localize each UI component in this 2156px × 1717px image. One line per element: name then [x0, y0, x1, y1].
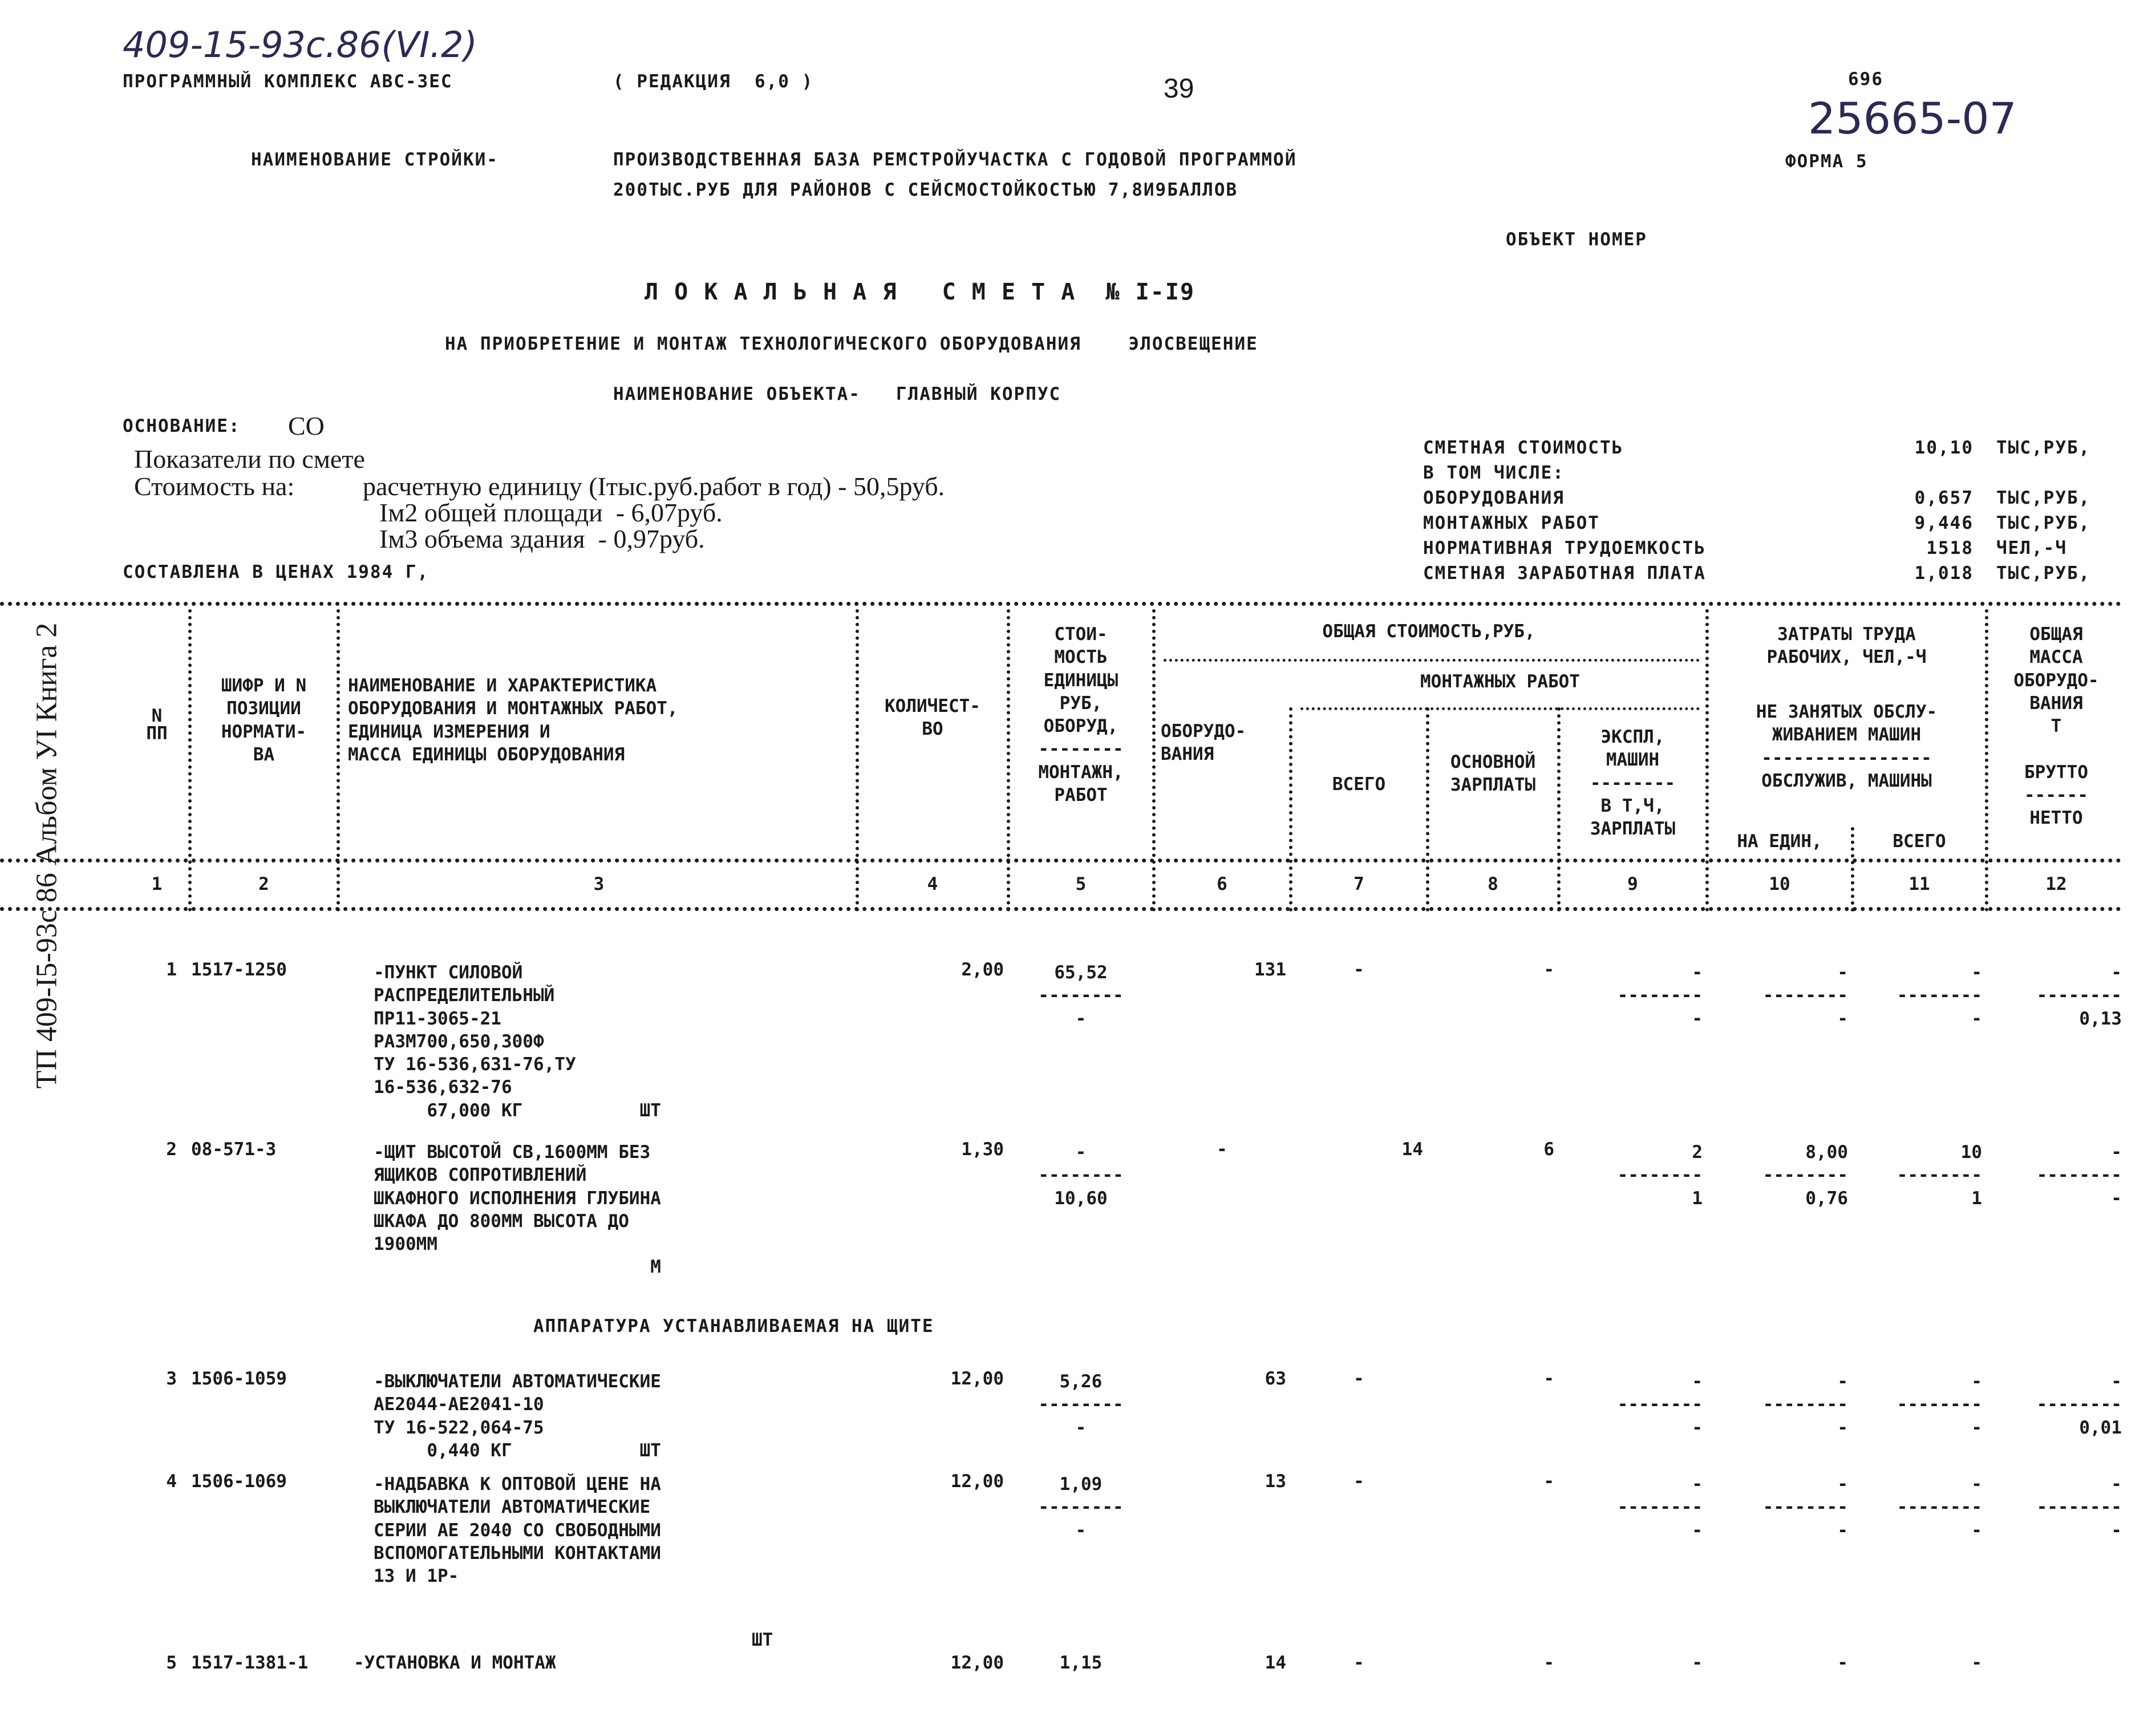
- row-mount-total: -: [1353, 1368, 1364, 1389]
- row-number: 3: [166, 1368, 177, 1389]
- row-number: 4: [166, 1471, 177, 1492]
- col-header-total: ВСЕГО: [1332, 774, 1386, 795]
- col-number: 9: [1627, 874, 1638, 894]
- row-equipment-cost: -: [1217, 1139, 1227, 1160]
- row-machines: -: [1692, 1653, 1703, 1673]
- margin-note: ТП 409-І5-93с 86 Альбом УІ Книга 2: [30, 622, 63, 1089]
- row-machines: - -------- -: [1617, 962, 1703, 1029]
- row-description: -ЩИТ ВЫСОТОЙ СВ,1600ММ БЕЗ ЯЩИКОВ СОПРОТИВЛЕНИЙ ШКАФНОГО ИСПОЛНЕНИЯ ГЛУБИНА ШКАФА ДО 800ММ ВЫСОТА ДО 1900ММ М: [374, 1142, 661, 1278]
- form-label: ФОРМА 5: [1785, 151, 1868, 172]
- summary-unit: ЧЕЛ,-Ч: [1996, 538, 2067, 558]
- row-number: 5: [166, 1653, 177, 1673]
- col-header-machines: ЭКСПЛ, МАШИН -------- В Т,Ч, ЗАРПЛАТЫ: [1590, 727, 1676, 840]
- row-mass: - -------- 0,01: [2036, 1371, 2122, 1438]
- row-description: -ПУНКТ СИЛОВОЙ РАСПРЕДЕЛИТЕЛЬНЫЙ ПР11-3065-21 РАЗМ700,650,300Ф ТУ 16-536,631-76,ТУ 16-536,632-76 67,000 КГ ШТ: [374, 962, 661, 1121]
- col-header-mass: ОБЩАЯ МАССА ОБОРУДО- ВАНИЯ Т БРУТТО ------ НЕТТО: [2013, 624, 2099, 829]
- row-labor-total: -: [1971, 1653, 1982, 1673]
- cost-per-unit: расчетную единицу (Iтыс.руб.работ в год) - 50,5руб.: [363, 472, 945, 501]
- row-unit-cost: 1,15: [1059, 1653, 1103, 1673]
- row-unit-cost: 65,52 -------- -: [1038, 962, 1124, 1029]
- col-number: 8: [1488, 874, 1498, 894]
- row-base-wage: -: [1543, 959, 1554, 980]
- row-mass: - -------- -: [2036, 1142, 2122, 1209]
- summary-label: СМЕТНАЯ СТОИМОСТЬ: [1423, 438, 1624, 458]
- basis-label: ОСНОВАНИЕ:: [123, 416, 241, 436]
- row-equipment-cost: 63: [1265, 1368, 1286, 1389]
- col-header-unit-cost: СТОИ- МОСТЬ ЕДИНИЦЫ РУБ, ОБОРУД, -------- МОНТАЖН, РАБОТ: [1038, 624, 1124, 806]
- row-mount-total: -: [1353, 959, 1364, 980]
- row-labor-total: - -------- -: [1896, 1474, 1982, 1541]
- summary-label: НОРМАТИВНАЯ ТРУДОЕМКОСТЬ: [1423, 538, 1706, 558]
- row-machines: - -------- -: [1617, 1474, 1703, 1541]
- indicators-title: Показатели по смете: [134, 444, 365, 473]
- col-header-description: НАИМЕНОВАНИЕ И ХАРАКТЕРИСТИКА ОБОРУДОВАНИЯ И МОНТАЖНЫХ РАБОТ, ЕДИНИЦА ИЗМЕРЕНИЯ И МАССА ЕДИНИЦЫ ОБОРУДОВАНИЯ: [348, 675, 678, 765]
- row-labor-unit: - -------- -: [1762, 1371, 1848, 1438]
- col-header-n: N ПП: [146, 706, 168, 744]
- cost-per-area: Iм2 общей площади - 6,07руб.: [379, 498, 723, 527]
- construction-label: НАИМЕНОВАНИЕ СТРОЙКИ-: [251, 149, 499, 170]
- col-number: 11: [1908, 874, 1930, 894]
- row-equipment-cost: 13: [1265, 1471, 1286, 1492]
- col-sep: [1985, 609, 1988, 912]
- col-sep: [337, 609, 340, 912]
- col-sep: [1426, 707, 1429, 912]
- row-description: -НАДБАВКА К ОПТОВОЙ ЦЕНЕ НА ВЫКЛЮЧАТЕЛИ АВТОМАТИЧЕСКИЕ СЕРИИ АЕ 2040 СО СВОБОДНЫМИ ВСПОМОГАТЕЛЬНЫМИ КОНТАКТАМИ 1З И 1Р-: [374, 1474, 661, 1587]
- col-sep: [1557, 707, 1561, 912]
- row-quantity: 12,00: [950, 1471, 1004, 1492]
- summary-label: ОБОРУДОВАНИЯ: [1423, 488, 1565, 508]
- col-sep: [188, 609, 192, 912]
- row-machines: 2 -------- 1: [1617, 1142, 1703, 1209]
- rule: [0, 907, 2122, 911]
- row-labor-total: - -------- -: [1896, 962, 1982, 1029]
- row-equipment-cost: 131: [1254, 959, 1286, 980]
- row-equipment-cost: 14: [1265, 1653, 1286, 1673]
- row-machines: - -------- -: [1617, 1371, 1703, 1438]
- summary-label: МОНТАЖНЫХ РАБОТ: [1423, 513, 1600, 533]
- col-header-code: ШИФР И N ПОЗИЦИИ НОРМАТИ- ВА: [221, 675, 307, 765]
- page-number: 39: [1164, 74, 1194, 104]
- summary-label: В ТОМ ЧИСЛЕ:: [1423, 463, 1565, 483]
- group-total-cost: ОБЩАЯ СТОИМОСТЬ,РУБ,: [1322, 621, 1535, 642]
- row-mass: - -------- 0,13: [2036, 962, 2122, 1029]
- prices-year: СОСТАВЛЕНА В ЦЕНАХ 1984 Г,: [123, 562, 429, 582]
- rule: [1300, 707, 1700, 710]
- col-sep: [1851, 827, 1854, 912]
- row-base-wage: -: [1543, 1471, 1554, 1492]
- col-number: 12: [2045, 874, 2067, 894]
- col-header-labor-total: ВСЕГО: [1892, 831, 1946, 852]
- row-quantity: 12,00: [950, 1368, 1004, 1389]
- summary-value: 10,10: [1914, 438, 1973, 458]
- summary-unit: ТЫС,РУБ,: [1996, 438, 2091, 458]
- row-quantity: 1,30: [961, 1139, 1004, 1160]
- object-number: ОБЪЕКТ НОМЕР: [1506, 229, 1647, 250]
- cost-label: Стоимость на:: [134, 472, 295, 501]
- basis-value: СО: [288, 411, 325, 440]
- row-number: 1: [166, 959, 177, 980]
- row-labor-unit: - -------- -: [1762, 962, 1848, 1029]
- row-labor-total: 10 -------- 1: [1896, 1142, 1982, 1209]
- row-base-wage: -: [1543, 1653, 1554, 1673]
- row-unit: ШТ: [752, 1630, 773, 1650]
- handwritten-code: 409-15-93с.86(VI.2): [123, 24, 477, 66]
- summary-unit: ТЫС,РУБ,: [1996, 513, 2091, 533]
- col-header-equipment: ОБОРУДО- ВАНИЯ: [1161, 721, 1246, 765]
- row-base-wage: 6: [1543, 1139, 1554, 1160]
- doc-title: Л О К А Л Ь Н А Я С М Е Т А № І-І9: [645, 279, 1195, 305]
- row-quantity: 12,00: [950, 1653, 1004, 1673]
- summary-value: 1,018: [1914, 563, 1973, 584]
- row-code: 1517-1250: [191, 959, 287, 980]
- col-header-quantity: КОЛИЧЕСТ- ВО: [885, 696, 980, 740]
- summary-unit: ТЫС,РУБ,: [1996, 488, 2091, 508]
- row-code: 1506-1059: [191, 1368, 287, 1389]
- row-labor-unit: - -------- -: [1762, 1474, 1848, 1541]
- col-number: 10: [1769, 874, 1790, 894]
- row-quantity: 2,00: [961, 959, 1004, 980]
- col-sep: [856, 609, 859, 912]
- col-sep: [1152, 609, 1156, 912]
- stamp-number: 25665-07: [1808, 93, 2017, 144]
- col-number: 1: [151, 874, 163, 894]
- summary-unit: ТЫС,РУБ,: [1996, 563, 2091, 584]
- small-code: 696: [1848, 69, 1883, 90]
- row-mount-total: -: [1353, 1471, 1364, 1492]
- row-mount-total: 14: [1401, 1139, 1423, 1160]
- rule: [0, 602, 2122, 606]
- col-number: 5: [1075, 874, 1087, 894]
- row-number: 2: [166, 1139, 177, 1160]
- col-sep: [1289, 707, 1292, 912]
- row-mass: - -------- -: [2036, 1474, 2122, 1541]
- row-description: -ВЫКЛЮЧАТЕЛИ АВТОМАТИЧЕСКИЕ АЕ2044-АЕ2041-10 ТУ 16-522,064-75 0,440 КГ ШТ: [374, 1371, 661, 1461]
- construction-line2: 200ТЫС.РУБ ДЛЯ РАЙОНОВ С СЕЙСМОСТОЙКОСТЬЮ 7,8И9БАЛЛОВ: [613, 180, 1238, 200]
- row-code: 1517-1381-1: [191, 1653, 309, 1673]
- object-name: НАИМЕНОВАНИЕ ОБЪЕКТА- ГЛАВНЫЙ КОРПУС: [613, 384, 1061, 404]
- col-sep: [1007, 609, 1010, 912]
- row-unit-cost: - -------- 10,60: [1038, 1142, 1124, 1209]
- row-unit-cost: 1,09 -------- -: [1038, 1474, 1124, 1541]
- row-base-wage: -: [1543, 1368, 1554, 1389]
- row-labor-total: - -------- -: [1896, 1371, 1982, 1438]
- summary-value: 9,446: [1914, 513, 1973, 533]
- edition: ( РЕДАКЦИЯ 6,0 ): [613, 71, 814, 92]
- rule: [0, 858, 2122, 862]
- row-labor-unit: -: [1837, 1653, 1848, 1673]
- col-number: 6: [1217, 874, 1227, 894]
- col-number: 4: [927, 874, 938, 894]
- col-header-base-wage: ОСНОВНОЙ ЗАРПЛАТЫ: [1450, 752, 1536, 796]
- row-unit-cost: 5,26 -------- -: [1038, 1371, 1124, 1438]
- doc-subtitle: НА ПРИОБРЕТЕНИЕ И МОНТАЖ ТЕХНОЛОГИЧЕСКОГО ОБОРУДОВАНИЯ ЭЛОСВЕЩЕНИЕ: [445, 334, 1258, 354]
- summary-value: 0,657: [1914, 488, 1973, 508]
- col-header-per-unit: НА ЕДИН,: [1737, 831, 1822, 852]
- row-code: 08-571-3: [191, 1139, 277, 1160]
- program-name: ПРОГРАММНЫЙ КОМПЛЕКС АВС-3ЕС: [123, 71, 453, 92]
- col-sep: [1705, 609, 1709, 912]
- col-number: 2: [258, 874, 269, 894]
- row-labor-unit: 8,00 -------- 0,76: [1762, 1142, 1848, 1209]
- section-title: АППАРАТУРА УСТАНАВЛИВАЕМАЯ НА ЩИТЕ: [533, 1316, 934, 1337]
- col-number: 7: [1353, 874, 1364, 894]
- group-mount-works: МОНТАЖНЫХ РАБОТ: [1420, 671, 1580, 692]
- group-labor: ЗАТРАТЫ ТРУДА РАБОЧИХ, ЧЕЛ,-Ч: [1766, 624, 1927, 668]
- summary-label: СМЕТНАЯ ЗАРАБОТНАЯ ПЛАТА: [1423, 563, 1706, 584]
- row-code: 1506-1069: [191, 1471, 287, 1492]
- summary-value: 1518: [1926, 538, 1973, 558]
- labor-subheader: НЕ ЗАНЯТЫХ ОБСЛУ- ЖИВАНИЕМ МАШИН ---------------- ОБСЛУЖИВ, МАШИНЫ: [1756, 702, 1938, 791]
- rule: [1164, 659, 1700, 662]
- col-number: 3: [593, 874, 605, 894]
- cost-per-volume: Iм3 объема здания - 0,97руб.: [379, 524, 705, 553]
- row-description: -УСТАНОВКА И МОНТАЖ: [354, 1653, 556, 1673]
- construction-line1: ПРОИЗВОДСТВЕННАЯ БАЗА РЕМСТРОЙУЧАСТКА С ГОДОВОЙ ПРОГРАММОЙ: [613, 149, 1297, 170]
- row-mount-total: -: [1353, 1653, 1364, 1673]
